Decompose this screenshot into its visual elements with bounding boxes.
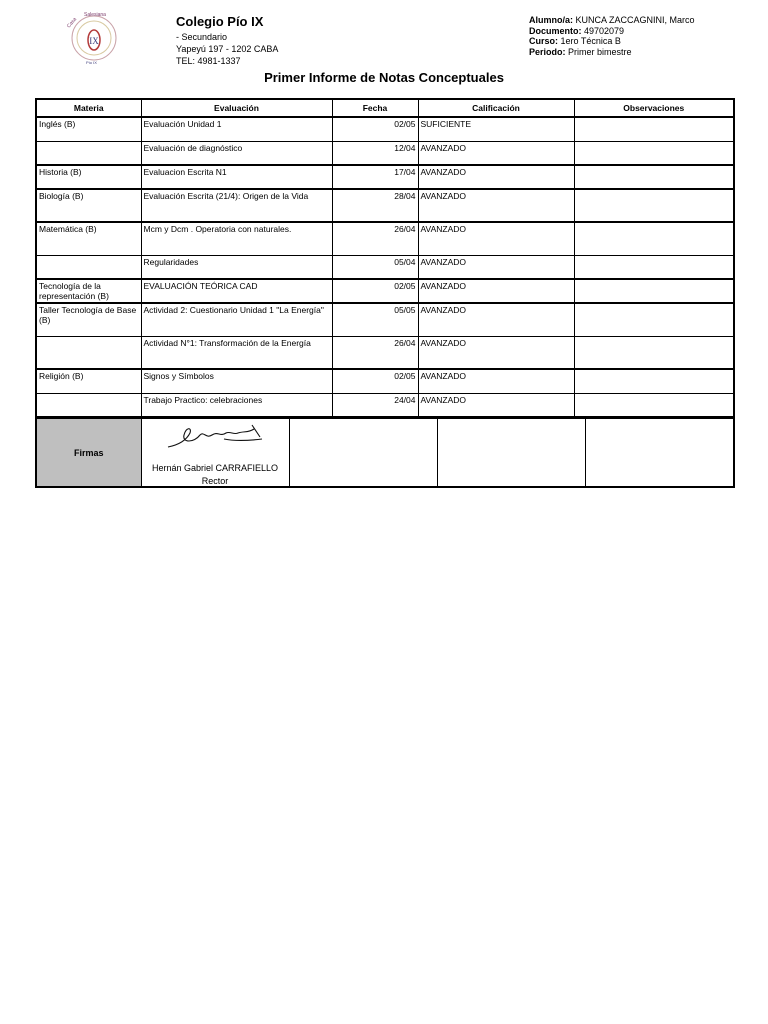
cell-evaluation: Actividad 2: Cuestionario Unidad 1 "La Energía" bbox=[141, 303, 332, 336]
cell-subject: Religión (B) bbox=[36, 369, 141, 393]
cell-grade: AVANZADO bbox=[418, 369, 574, 393]
cell-observations bbox=[574, 117, 734, 141]
svg-text:Casa: Casa bbox=[65, 16, 79, 30]
cell-evaluation: Evaluación Unidad 1 bbox=[141, 117, 332, 141]
student-doc: 49702079 bbox=[584, 25, 625, 36]
cell-evaluation: Actividad N°1: Transformación de la Energía bbox=[141, 336, 332, 369]
table-row bbox=[36, 255, 734, 279]
cell-grade: AVANZADO bbox=[418, 165, 574, 189]
cell-observations bbox=[574, 141, 734, 165]
cell-grade: AVANZADO bbox=[418, 255, 574, 279]
student-course: 1ero Técnica B bbox=[560, 36, 621, 46]
cell-evaluation: Signos y Símbolos bbox=[141, 369, 332, 393]
cell-observations bbox=[574, 279, 734, 303]
school-name: Colegio Pío IX bbox=[176, 14, 264, 29]
cell-evaluation: Trabajo Practico: celebraciones bbox=[141, 393, 332, 417]
header-observaciones: Observaciones bbox=[574, 99, 734, 117]
header-materia: Materia bbox=[36, 99, 141, 117]
table-row bbox=[36, 303, 734, 336]
signature-cell-empty bbox=[585, 418, 734, 487]
school-info bbox=[176, 14, 278, 67]
school-level: - Secundario bbox=[176, 32, 228, 42]
student-course-line: Curso: 1ero Técnica B bbox=[529, 36, 621, 46]
table-row bbox=[36, 222, 734, 255]
cell-date: 02/05 bbox=[332, 117, 418, 141]
cell-subject: Matemática (B) bbox=[36, 222, 141, 255]
table-row bbox=[36, 117, 734, 141]
signer-role: Rector bbox=[201, 476, 229, 486]
cell-grade: AVANZADO bbox=[418, 393, 574, 417]
cell-subject bbox=[36, 141, 141, 165]
cell-subject bbox=[36, 255, 141, 279]
cell-evaluation: Evaluacion Escrita N1 bbox=[141, 165, 332, 189]
cell-grade: AVANZADO bbox=[418, 222, 574, 255]
table-row bbox=[36, 369, 734, 393]
signature-cell-rector bbox=[141, 418, 289, 487]
cell-grade: AVANZADO bbox=[418, 279, 574, 303]
cell-date: 02/05 bbox=[332, 279, 418, 303]
student-period-line: Periodo: Primer bimestre bbox=[529, 46, 632, 57]
signature-image bbox=[164, 421, 268, 453]
grades-header-row bbox=[36, 99, 734, 117]
signatures-table bbox=[35, 417, 735, 488]
cell-observations bbox=[574, 189, 734, 222]
table-row bbox=[36, 393, 734, 417]
student-name: KUNCA ZACCAGNINI, Marco bbox=[575, 15, 695, 25]
cell-subject: Historia (B) bbox=[36, 165, 141, 189]
cell-subject bbox=[36, 336, 141, 369]
student-doc-line: Documento: 49702079 bbox=[529, 25, 625, 36]
cell-date: 05/04 bbox=[332, 255, 418, 279]
cell-grade: SUFICIENTE bbox=[418, 117, 574, 141]
cell-observations bbox=[574, 165, 734, 189]
cell-date: 17/04 bbox=[332, 165, 418, 189]
cell-grade: AVANZADO bbox=[418, 141, 574, 165]
table-row bbox=[36, 336, 734, 369]
cell-date: 12/04 bbox=[332, 141, 418, 165]
cell-evaluation: Mcm y Dcm . Operatoria con naturales. bbox=[141, 222, 332, 255]
header-fecha: Fecha bbox=[332, 99, 418, 117]
cell-observations bbox=[574, 303, 734, 336]
svg-text:Pío IX: Pío IX bbox=[86, 60, 97, 65]
cell-observations bbox=[574, 255, 734, 279]
cell-observations bbox=[574, 222, 734, 255]
cell-subject: Inglés (B) bbox=[36, 117, 141, 141]
svg-text:Salesiana: Salesiana bbox=[84, 12, 106, 18]
cell-observations bbox=[574, 369, 734, 393]
cell-date: 26/04 bbox=[332, 222, 418, 255]
svg-text:IX: IX bbox=[89, 36, 99, 46]
header-evaluacion: Evaluación bbox=[141, 99, 332, 117]
header-calificacion: Calificación bbox=[418, 99, 574, 117]
school-phone: TEL: 4981-1337 bbox=[176, 56, 241, 66]
school-address: Yapeyú 197 - 1202 CABA bbox=[176, 44, 279, 54]
school-logo bbox=[36, 10, 128, 68]
cell-evaluation: Regularidades bbox=[141, 255, 332, 279]
cell-subject bbox=[36, 393, 141, 417]
cell-subject: Tecnología de la representación (B) bbox=[36, 279, 141, 303]
cell-subject: Taller Tecnología de Base (B) bbox=[36, 303, 141, 336]
report-title: Primer Informe de Notas Conceptuales bbox=[264, 70, 504, 85]
table-row bbox=[36, 165, 734, 189]
cell-grade: AVANZADO bbox=[418, 189, 574, 222]
table-row bbox=[36, 189, 734, 222]
cell-date: 28/04 bbox=[332, 189, 418, 222]
signer-name: Hernán Gabriel CARRAFIELLO bbox=[151, 463, 279, 473]
student-info bbox=[529, 15, 695, 57]
cell-date: 24/04 bbox=[332, 393, 418, 417]
signatures-label: Firmas bbox=[36, 418, 141, 487]
student-period: Primer bimestre bbox=[568, 46, 632, 57]
cell-date: 05/05 bbox=[332, 303, 418, 336]
cell-grade: AVANZADO bbox=[418, 303, 574, 336]
signature-cell-empty bbox=[289, 418, 437, 487]
cell-date: 26/04 bbox=[332, 336, 418, 369]
cell-evaluation: Evaluación de diagnóstico bbox=[141, 141, 332, 165]
cell-evaluation: EVALUACIÓN TEÓRICA CAD bbox=[141, 279, 332, 303]
cell-subject: Biología (B) bbox=[36, 189, 141, 222]
grades-table bbox=[35, 98, 735, 418]
cell-date: 02/05 bbox=[332, 369, 418, 393]
cell-observations bbox=[574, 336, 734, 369]
signature-cell-empty bbox=[437, 418, 585, 487]
cell-grade: AVANZADO bbox=[418, 336, 574, 369]
cell-observations bbox=[574, 393, 734, 417]
cell-evaluation: Evaluación Escrita (21/4): Origen de la Vida bbox=[141, 189, 332, 222]
student-name-line: Alumno/a: KUNCA ZACCAGNINI, Marco bbox=[529, 15, 695, 25]
table-row bbox=[36, 279, 734, 303]
table-row bbox=[36, 141, 734, 165]
